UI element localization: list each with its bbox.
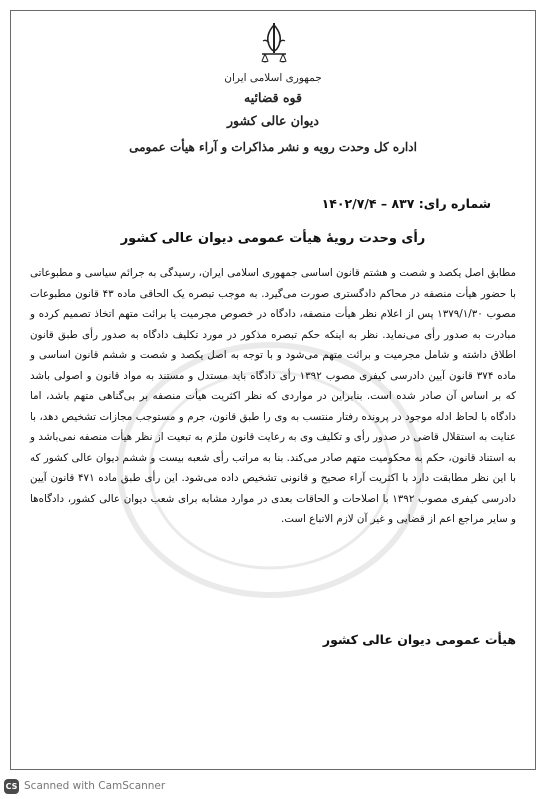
camscanner-footer	[4, 777, 165, 795]
ruling-number: شماره رای: ۸۳۷ – ۱۴۰۲/۷/۴	[321, 196, 491, 211]
ruling-body-text: مطابق اصل یکصد و شصت و هشتم قانون اساسی جمهوری اسلامی ایران، رسیدگی به جرائم سیاسی و مطبوعاتی با حضور هیأت منصفه در محاکم دادگستری صورت می‌گیرد. به موجب تبصره یک الحاقی ماده ۴۳ قانون مطبوعات مصوب ۱۳۷۹/۱/۳۰ پس از اعلام نظر هیأت منصفه، دادگاه در خصوص مجرمیت یا برائت متهم اتخاذ تصمیم کرده و مبادرت به صدور رأی می‌نماید. نظر به اینکه حکم تبصره مذکور در مورد تکلیف دادگاه به صدور رأی طبق قانون اطلاق داشته و شامل مجرمیت و برائت متهم می‌شود و با توجه به اصل یکصد و شصت و ششم قانون اساسی و ماده ۳۷۴ قانون آیین دادرسی کیفری مصوب ۱۳۹۲ رأی دادگاه باید مستدل و مستند به مواد قانون و اصولی باشد که بر اساس آن صادر شده است. بنابراین در مواردی که نظر اکثریت هیأت منصفه بر بی‌گناهی متهم باشد، اما دادگاه با لحاظ ادله موجود در پرونده رفتار منتسب به وی را طبق قانون، جرم و مستوجب مجازات تشخیص دهد، با عنایت به استقلال قاضی در صدور رأی و تکلیف وی به رعایت قانون ملزم به تبعیت از نظر هیأت منصفه نمی‌باشد و به استناد قانون، حکم به محکومیت متهم صادر می‌کند. بنا به مراتب رأی شعبه بیست و ششم دیوان عالی کشور که با این نظر مطابقت دارد با اکثریت آراء صحیح و قانونی تشخیص داده می‌شود. این رأی طبق ماده ۴۷۱ قانون آیین دادرسی کیفری مصوب ۱۳۹۲ با اصلاحات و الحاقات بعدی در موارد مشابه برای شعب دیوان عالی کشور، دادگاه‌ها و سایر مراجع اعم از قضایی و غیر آن لازم الاتباع است.	[30, 267, 517, 525]
header-judiciary: قوه قضائیه	[244, 90, 302, 105]
header-department: اداره کل وحدت رویه و نشر مذاکرات و آراء هیأت عمومی	[129, 140, 417, 154]
header-republic: جمهوری اسلامی ایران	[224, 72, 322, 84]
camscanner-logo-icon: CS	[4, 779, 19, 794]
camscanner-text: Scanned with CamScanner	[24, 780, 166, 792]
ruling-body	[30, 263, 516, 530]
iran-emblem-icon	[259, 21, 289, 65]
document-title: رأی وحدت رویهٔ هیأت عمومی دیوان عالی کشور	[120, 231, 426, 246]
signature-block: هیأت عمومی دیوان عالی کشور	[322, 632, 516, 647]
header-supreme-court: دیوان عالی کشور	[227, 113, 319, 128]
